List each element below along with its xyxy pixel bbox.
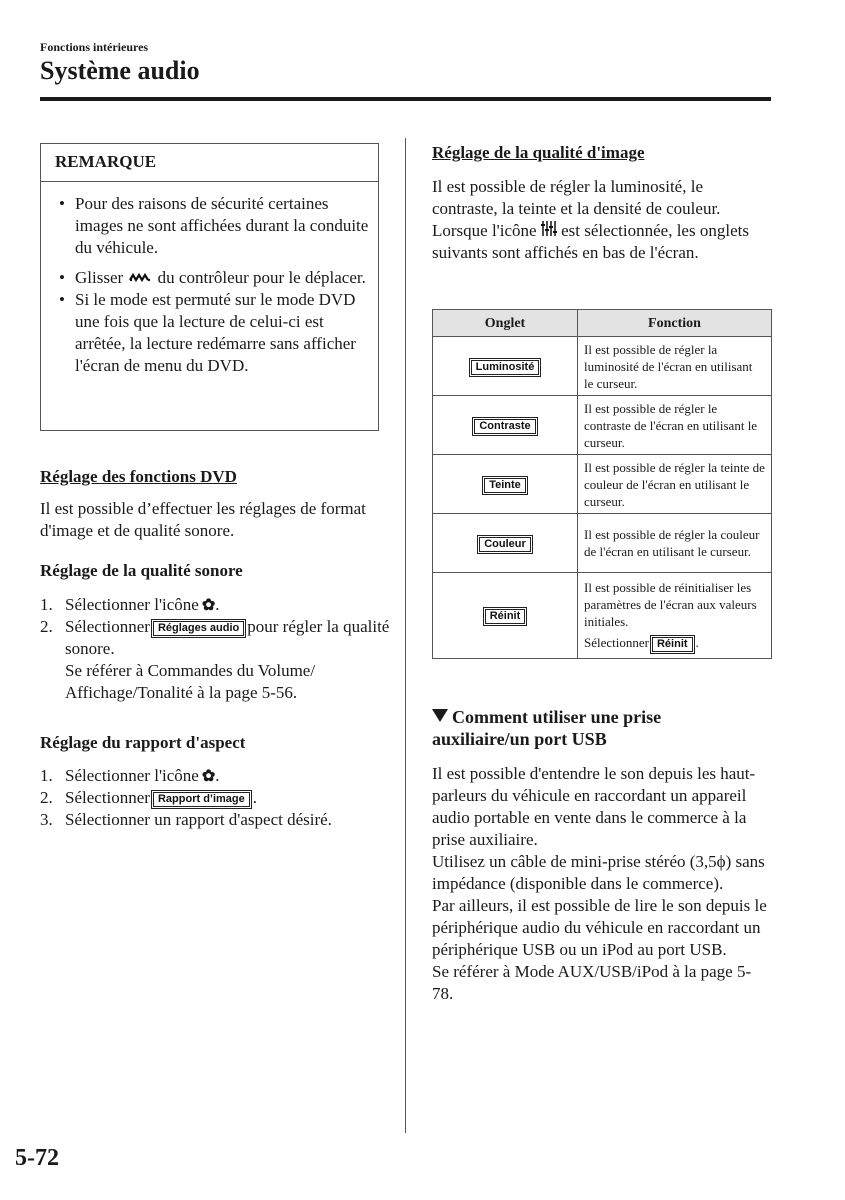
column-divider [405,138,406,1133]
list-item: 3. Sélectionner un rapport d'aspect désiré. [40,810,332,829]
teinte-tab: Teinte [484,478,526,493]
remarque-list [57,193,375,385]
list-item: • Si le mode est permuté sur le mode DVD une fois que la lecture de celui-ci est arrêtée, la lecture redémarre sans afficher l'écran de menu du DVD. [57,289,375,377]
table-row [433,514,772,573]
reinit-select: Sélectionner Réinit . [584,635,699,651]
aux-paragraph: Par ailleurs, il est possible de lire le son depuis le périphérique audio du véhicule en raccordant un périphérique USB ou un iPod au port USB. [432,896,767,959]
luminosite-tab: Luminosité [471,360,540,375]
table-cell [433,573,578,659]
step-text: Sélectionner [65,788,150,807]
aux-usb-heading-block [432,706,732,750]
table-cell [433,337,578,396]
couleur-tab: Couleur [479,537,531,552]
image-intro-b: est sélectionnée, les onglets suivants sont affichés en bas de l'écran. [432,221,749,262]
list-item: • Pour des raisons de sécurité certaines images ne sont affichées durant la conduite du véhicule. [57,193,375,259]
step-text: Sélectionner [65,617,150,636]
reglages-audio-button: Réglages audio [153,621,244,636]
contraste-tab: Contraste [474,419,535,434]
col-header-onglet: Onglet [433,310,578,337]
col-header-fonction: Fonction [578,310,772,337]
table-cell: Il est possible de régler la couleur de l'écran en utilisant le curseur. [578,514,772,573]
table-cell: Il est possible de régler la teinte de couleur de l'écran en utilisant le curseur. [578,455,772,514]
table-cell [433,396,578,455]
table-row [433,573,772,659]
step-text: Sélectionner un rapport d'aspect désiré. [65,810,332,829]
aux-usb-heading: Comment utiliser une prise auxiliaire/un port USB [432,707,662,749]
image-quality-heading: Réglage de la qualité d'image [432,143,645,162]
section-label: Fonctions intérieures [40,40,149,54]
remarque-box [40,143,379,431]
page-title: Système audio [40,56,200,85]
aspect-ratio-heading: Réglage du rapport d'aspect [40,733,246,752]
rapport-image-button: Rapport d’image [153,792,250,807]
sound-quality-heading: Réglage de la qualité sonore [40,561,243,580]
remarque-title: REMARQUE [41,144,378,182]
table-row [433,396,772,455]
glisser-word: Glisser [75,268,124,287]
triangle-bullet-icon [432,709,448,722]
aux-text [432,763,772,1005]
image-adjust-icon [541,221,557,236]
list-item: 1. Sélectionner l'icône ✿. [40,595,220,614]
table-row [433,455,772,514]
reinit-button: Réinit [652,637,693,652]
slide-icon [129,272,151,282]
glisser-rest: du contrôleur pour le déplacer. [157,268,366,287]
gear-icon: ✿ [201,768,216,785]
table-cell [433,514,578,573]
list-item [57,267,375,289]
table-row [433,337,772,396]
select-text: Sélectionner [584,635,649,651]
image-intro-a: Il est possible de régler la luminosité, le contraste, la teinte et la densité de couleur. Lorsque l'icône [432,177,721,240]
list-item: 2. Sélectionner Réglages audio pour régler la qualité sonore. Se référer à Commandes du Volume/ Affichage/Tonalité à la page 5-56. [40,617,390,702]
title-rule [40,97,771,101]
list-item: 2. Sélectionner Rapport d’image . [40,788,258,807]
reinit-tab: Réinit [485,609,526,624]
gear-icon: ✿ [201,597,216,614]
reinit-desc: Il est possible de réinitialiser les paramètres de l'écran aux valeurs initiales. [584,580,757,630]
aux-paragraph: Utilisez un câble de mini-prise stéréo (3,5ϕ) sans impédance (disponible dans le commerce). [432,852,765,893]
image-intro [432,176,772,264]
aspect-steps [40,765,390,831]
table-header-row [433,310,772,337]
table-cell: Il est possible de régler le contraste de l'écran en utilisant le curseur. [578,396,772,455]
image-settings-table [432,309,772,659]
dvd-settings-heading: Réglage des fonctions DVD [40,467,237,486]
table-cell: Il est possible de régler la luminosité de l'écran en utilisant le curseur. [578,337,772,396]
step-reference: Se référer à Commandes du Volume/ Affichage/Tonalité à la page 5-56. [65,661,316,702]
page-number: 5-72 [15,1145,59,1171]
step-text: pour régler la qualité sonore. [65,617,390,658]
table-cell [578,573,772,659]
list-item: 1. Sélectionner l'icône ✿. [40,766,220,785]
sound-steps [40,594,390,704]
dvd-intro: Il est possible d’effectuer les réglages de format d'image et de qualité sonore. [40,499,366,540]
table-cell [433,455,578,514]
step-text: Sélectionner l'icône [65,766,199,785]
aux-paragraph: Se référer à Mode AUX/USB/iPod à la page 5-78. [432,962,752,1003]
step-text: Sélectionner l'icône [65,595,199,614]
aux-paragraph: Il est possible d'entendre le son depuis les haut-parleurs du véhicule en raccordant un appareil audio portable en vente dans le commerce à la prise auxiliaire. [432,764,756,849]
